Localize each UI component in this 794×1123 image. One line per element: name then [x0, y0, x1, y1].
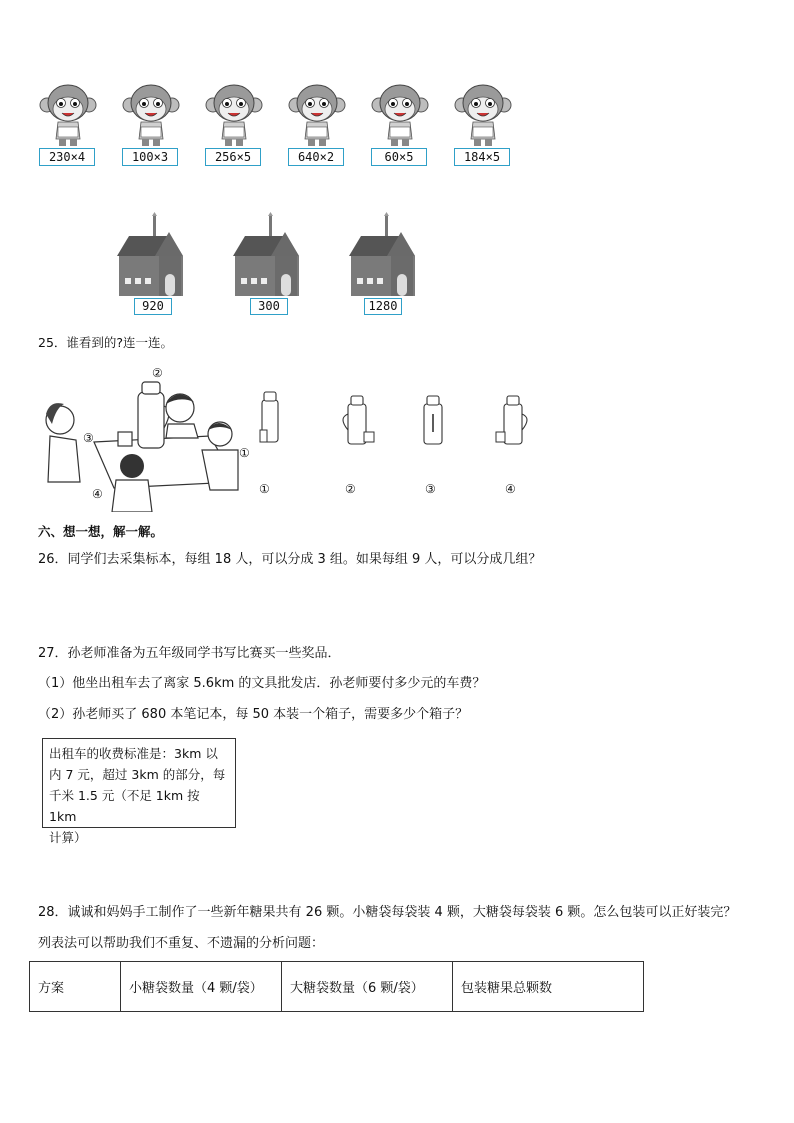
- note-line: 出租车的收费标准是：3km 以: [49, 746, 218, 761]
- view-label: ④: [505, 482, 516, 496]
- view-label: ③: [425, 482, 436, 496]
- view-label: ①: [259, 482, 270, 496]
- monkey-icon: [121, 83, 181, 148]
- note-line: 内 7 元，超过 3km 的部分，每: [49, 767, 226, 782]
- section-title: 六、想一想，解一解。: [38, 524, 164, 539]
- monkey-expression: 184×5: [454, 148, 510, 166]
- table-header: 包装糖果总颗数: [453, 962, 644, 1012]
- house-value: 300: [250, 298, 288, 315]
- question-25: 25．谁看到的?连一连。: [38, 335, 174, 350]
- scene-label: ④: [92, 487, 103, 501]
- question-28-hint: 列表法可以帮助我们不重复、不遗漏的分析问题：: [38, 936, 325, 951]
- house-icon: [347, 212, 421, 298]
- question-27-part-2: （2）孙老师买了 680 本笔记本，每 50 本装一个箱子，需要多少个箱子？: [38, 707, 469, 722]
- scene-label: ③: [83, 431, 94, 445]
- monkey-expression: 60×5: [371, 148, 427, 166]
- note-line: 千米 1.5 元（不足 1km 按 1km: [49, 788, 200, 824]
- monkey-icon: [370, 83, 430, 148]
- monkey-expression: 640×2: [288, 148, 344, 166]
- monkey-icon: [204, 83, 264, 148]
- table-header: 小糖袋数量（4 颗/袋）: [121, 962, 282, 1012]
- view-1-illustration: [258, 388, 284, 444]
- question-27-part-1: （1）他坐出租车去了离家 5.6km 的文具批发店．孙老师要付多少元的车费？: [38, 676, 486, 691]
- table-header: 方案: [30, 962, 121, 1012]
- question-28: 28．诚诚和妈妈手工制作了一些新年糖果共有 26 颗。小糖袋每袋装 4 颗，大糖袋每袋装 6 颗。怎么包装可以正好装完？: [38, 905, 737, 920]
- scene-illustration: [42, 364, 254, 512]
- house-icon: [115, 212, 189, 298]
- view-4-illustration: [494, 392, 536, 446]
- view-2-illustration: [334, 392, 376, 446]
- plan-table: [29, 961, 644, 1012]
- house-value: 1280: [364, 298, 402, 315]
- view-3-illustration: [420, 392, 446, 446]
- note-line: 计算）: [49, 830, 87, 845]
- table-row: [30, 962, 644, 1012]
- scene-label: ①: [239, 446, 250, 460]
- monkey-icon: [38, 83, 98, 148]
- question-27: 27．孙老师准备为五年级同学书写比赛买一些奖品．: [38, 646, 341, 661]
- house-value: 920: [134, 298, 172, 315]
- monkey-expression: 230×4: [39, 148, 95, 166]
- house-icon: [231, 212, 305, 298]
- view-label: ②: [345, 482, 356, 496]
- monkey-expression: 100×3: [122, 148, 178, 166]
- table-header: 大糖袋数量（6 颗/袋）: [282, 962, 453, 1012]
- taxi-fare-note: [42, 738, 236, 845]
- monkey-expression: 256×5: [205, 148, 261, 166]
- question-26: 26．同学们去采集标本，每组 18 人，可以分成 3 组。如果每组 9 人，可以分成几组？: [38, 552, 542, 567]
- scene-label: ②: [152, 366, 163, 380]
- monkey-icon: [453, 83, 513, 148]
- monkey-icon: [287, 83, 347, 148]
